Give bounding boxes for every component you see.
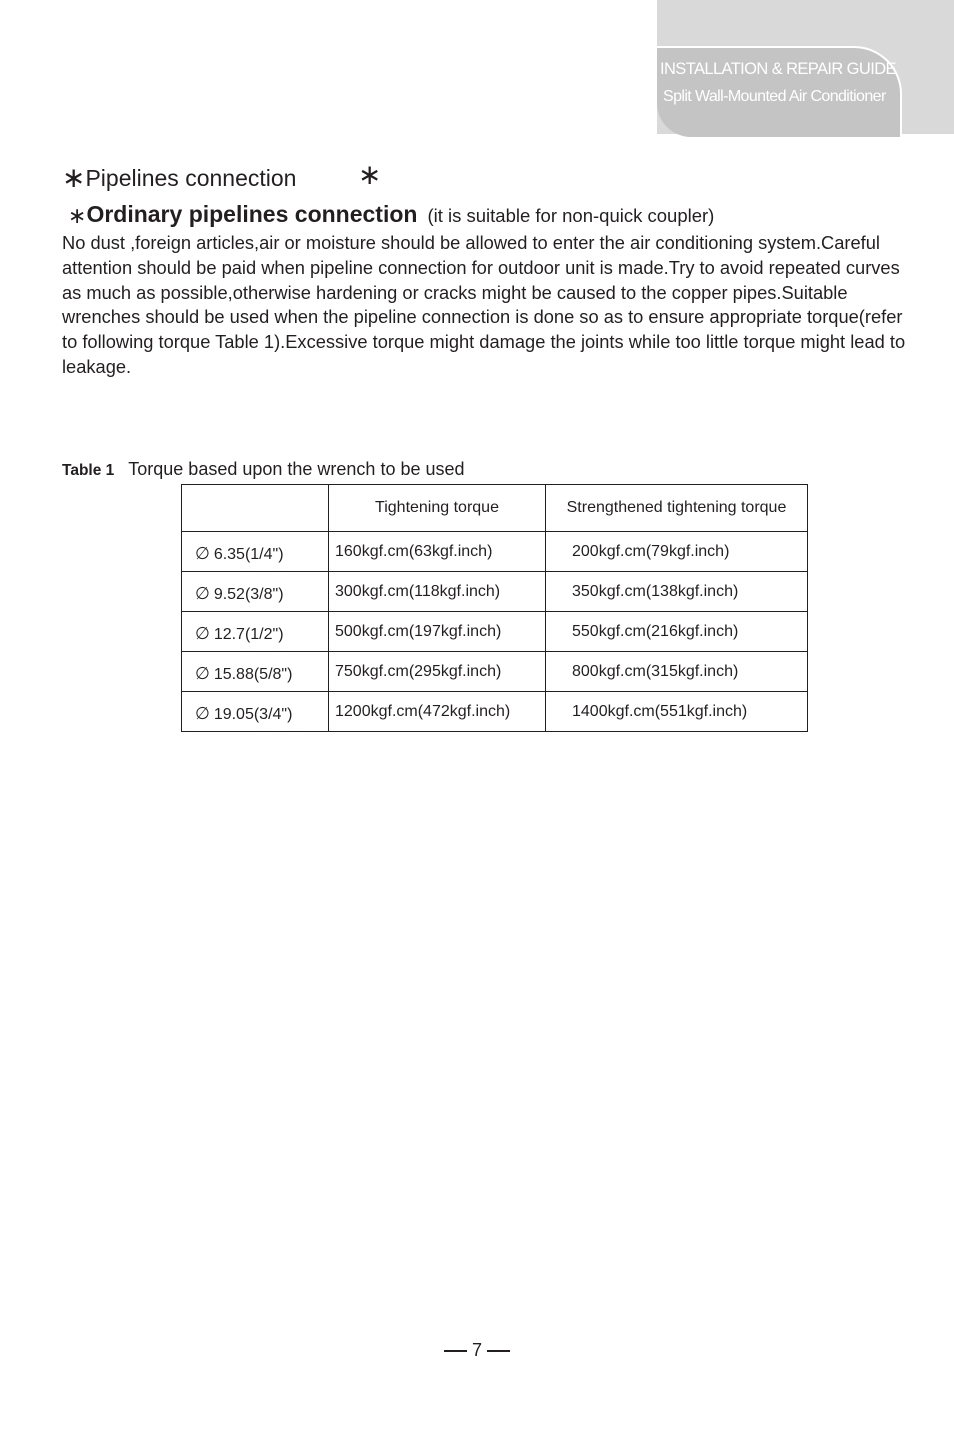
tightening-cell: 750kgf.cm(295kgf.inch)	[329, 652, 546, 692]
header-cell-size	[182, 485, 329, 532]
size-cell: ∅ 6.35(1/4")	[182, 532, 329, 572]
strengthened-cell: 550kgf.cm(216kgf.inch)	[546, 612, 808, 652]
strengthened-cell: 350kgf.cm(138kgf.inch)	[546, 572, 808, 612]
body-paragraph: No dust ,foreign articles,air or moisture should be allowed to enter the air conditioning system.Careful attention should be paid when pipeline connection for outdoor unit is made.Try to avoid repeated curves as much as possible,otherwise hardening or cracks might be caused to the copper pipes.Suitable wrenches should be used when the pipeline connection is done so as to ensure appropriate torque(refer to following torque Table 1).Excessive torque might damage the joints while too little torque might lead to leakage.	[62, 232, 906, 377]
header-guide-title: INSTALLATION & REPAIR GUIDE	[660, 60, 896, 78]
page-number	[444, 1340, 510, 1361]
table-label: Table 1	[62, 462, 115, 479]
strengthened-cell: 200kgf.cm(79kgf.inch)	[546, 532, 808, 572]
strengthened-cell: 1400kgf.cm(551kgf.inch)	[546, 692, 808, 732]
tightening-cell: 1200kgf.cm(472kgf.inch)	[329, 692, 546, 732]
tightening-cell: 300kgf.cm(118kgf.inch)	[329, 572, 546, 612]
section-title	[62, 159, 382, 193]
header-cell-tightening: Tightening torque	[329, 485, 546, 532]
dash-left	[444, 1350, 467, 1352]
diameter-icon: ∅	[195, 623, 210, 643]
table-row	[182, 612, 808, 652]
subsection-title-text: Ordinary pipelines connection	[86, 201, 418, 227]
size-cell: ∅ 15.88(5/8")	[182, 652, 329, 692]
dash-right	[487, 1350, 510, 1352]
asterisk-icon: ∗	[68, 203, 87, 228]
table-caption	[62, 459, 465, 480]
table-row	[182, 572, 808, 612]
asterisk-icon: ∗	[62, 162, 86, 193]
size-cell: ∅ 19.05(3/4")	[182, 692, 329, 732]
table-header-row	[182, 485, 808, 532]
strengthened-cell: 800kgf.cm(315kgf.inch)	[546, 652, 808, 692]
diameter-icon: ∅	[195, 583, 210, 603]
size-cell: ∅ 9.52(3/8")	[182, 572, 329, 612]
page-number-text: 7	[472, 1340, 483, 1360]
section-title-text: Pipelines connection	[85, 165, 297, 191]
table-caption-text: Torque based upon the wrench to be used	[128, 459, 465, 479]
tightening-cell: 160kgf.cm(63kgf.inch)	[329, 532, 546, 572]
subsection-title	[68, 201, 714, 228]
subsection-note: (it is suitable for non-quick coupler)	[427, 205, 715, 226]
size-cell: ∅ 12.7(1/2")	[182, 612, 329, 652]
diameter-icon: ∅	[195, 543, 210, 563]
table-row	[182, 652, 808, 692]
table-row	[182, 532, 808, 572]
diameter-icon: ∅	[195, 663, 210, 683]
tightening-cell: 500kgf.cm(197kgf.inch)	[329, 612, 546, 652]
torque-table	[181, 484, 808, 732]
diameter-icon: ∅	[195, 703, 210, 723]
header-cell-strengthened: Strengthened tightening torque	[546, 485, 808, 532]
asterisk-icon: ∗	[358, 159, 382, 190]
table-row	[182, 692, 808, 732]
header-product-name: Split Wall-Mounted Air Conditioner	[663, 88, 886, 105]
